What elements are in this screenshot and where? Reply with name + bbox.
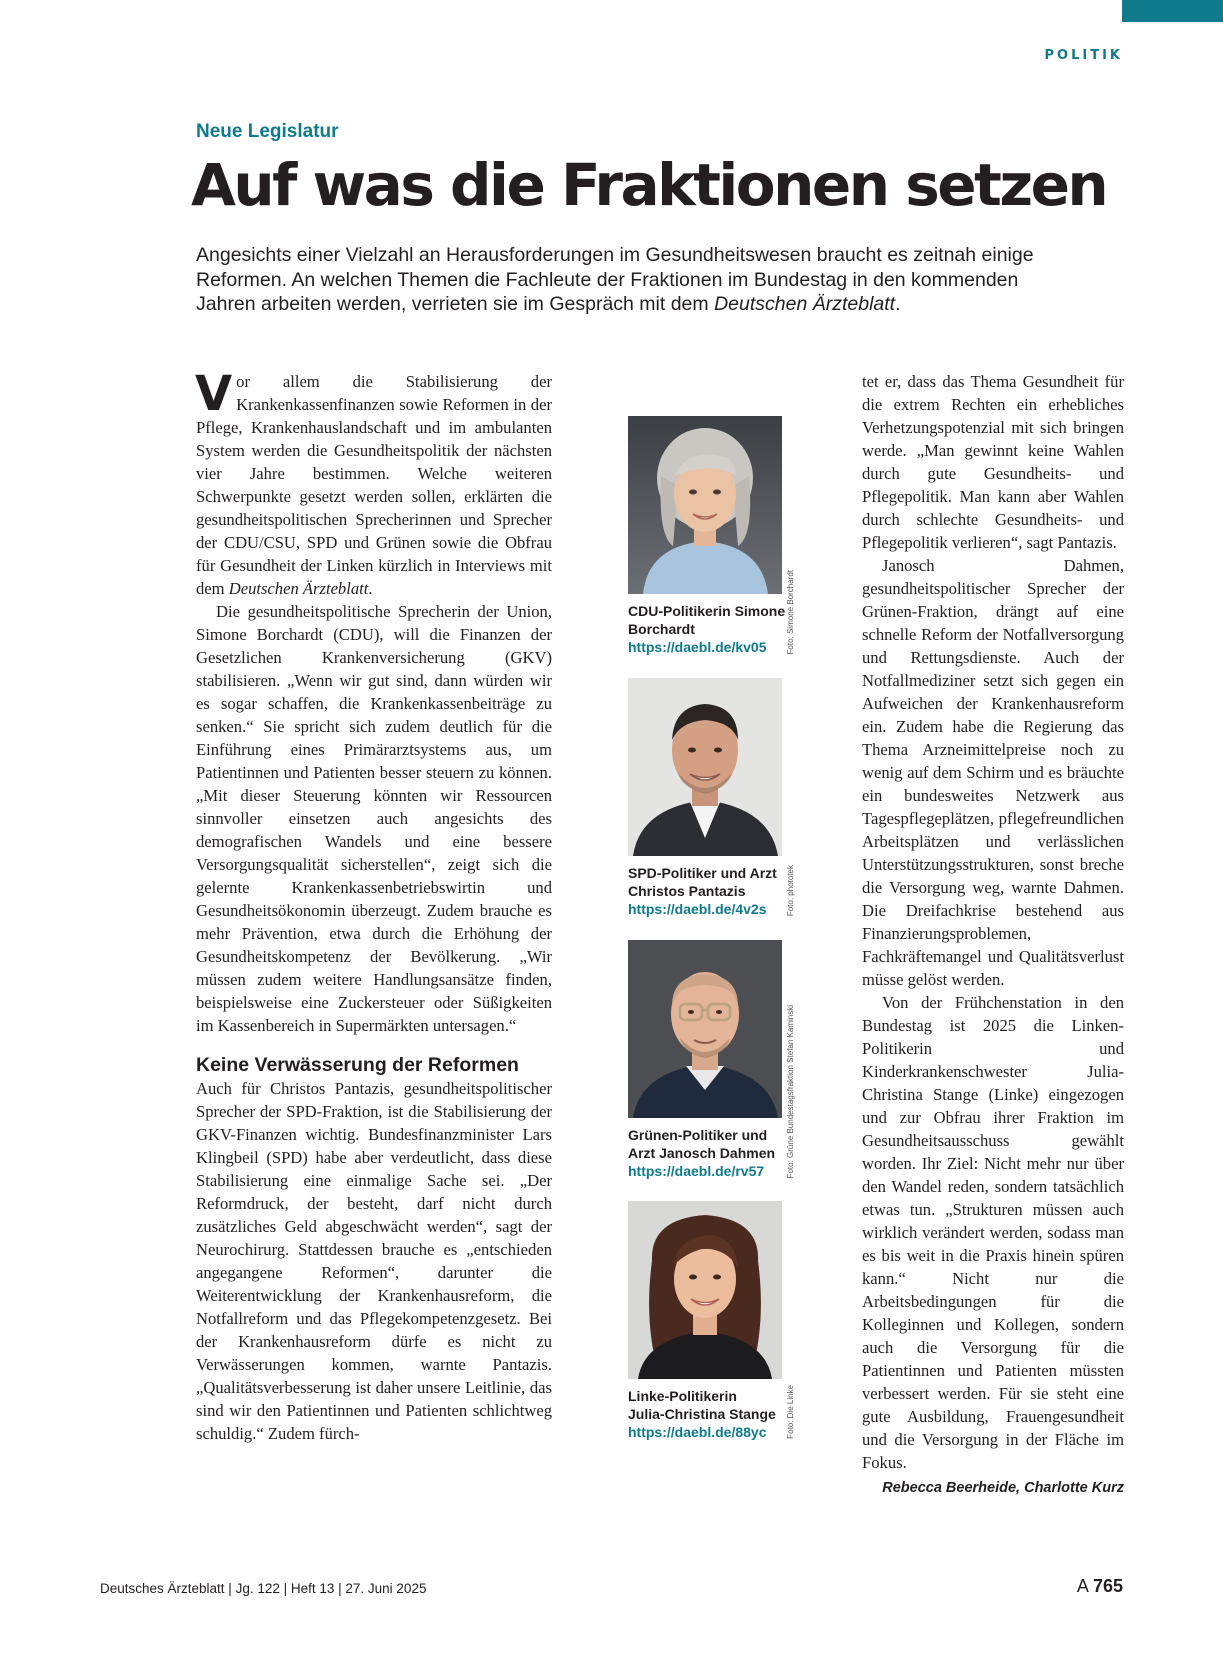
article-column-right <box>862 370 1124 1500</box>
paragraph-intro-text: or allem die Stabilisierung der Krankenkassenfinanzen sowie Reformen in der Pflege, Krankenhauslandschaft und im ambulanten System werden die Gesundheitspolitik der nächsten vier Jahre bestimmen. Welche weiteren Schwerpunkte gesetzt werden sollen, erklärten die gesundheitspolitischen Sprecherinnen und Sprecher der CDU/CSU, SPD und Grünen sowie die Obfrau für Gesundheit der Linken kürzlich in Interviews mit dem <box>196 372 552 598</box>
lead-paragraph <box>196 243 1056 317</box>
caption-dahmen-line1: Grünen-Politiker und <box>628 1127 768 1143</box>
paragraph-dahmen: Janosch Dahmen, gesundheitspolitischer Sprecher der Grünen-Fraktion, drängt auf eine schnelle Reform der Notfallversorgung und Rettungsdienste. Auch der Notfallmediziner setzt sich gegen ein Aufweichen der Krankenhausreform ein. Zudem habe die Regierung das Thema Arzneimittelpreise noch zu wenig auf dem Schirm und es bräuchte ein bundesweites Netzwerk aus Tagespflegeplätzen, pflegefreundlichen Arbeitsplätzen und verlässlichen Unterstützungsstrukturen, sonst breche die Versorgung weg, warnte Dahmen. Die Dreifachkrise bestehend aus Finanzierungsproblemen, Fachkräftemangel und Qualitätsverlust müsse gelöst werden. <box>862 556 1124 989</box>
portrait-stange <box>628 1201 782 1379</box>
photo-credit-borchardt: Foto: Simone Borchardt <box>786 569 795 654</box>
paragraph-pantazis: Auch für Christos Pantazis, gesundheitspolitischer Sprecher der SPD-Fraktion, ist die Stabilisierung der GKV-Finanzen wichtig. Bundesfinanzminister Lars Klingbeil (SPD) habe aber verdeutlicht, dass diese Stabilisierung eine einmalige Sache sei. „Der Reformdruck, der besteht, darf nicht durch zusätzliches Geld abgeschwächt werden“, sagt der Neurochirurg. Stattdessen brauche es „entschieden angegangene Reformen“, darunter die Weiterentwicklung der Krankenhausreform, die Notfallreform und das Pflegekompetenzgesetz. Bei der Krankenhausreform dürfe es nicht zu Verwässerungen kommen, warnte Pantazis. „Qualitätsverbesserung ist daher unsere Leitlinie, das sind wir den Patientinnen und Patienten schlichtweg schuldig.“ Zudem fürch- <box>196 1079 552 1443</box>
photo-card-dahmen <box>628 940 818 1180</box>
link-pantazis[interactable]: https://daebl.de/4v2s <box>628 901 767 917</box>
portrait-dahmen-image <box>628 940 782 1118</box>
caption-stange-line1: Linke-Politikerin <box>628 1388 737 1404</box>
portrait-pantazis <box>628 678 782 856</box>
link-dahmen[interactable]: https://daebl.de/rv57 <box>628 1163 765 1179</box>
caption-pantazis-line2: Christos Pantazis <box>628 883 746 899</box>
paragraph-stange: Von der Frühchenstation in den Bundestag ist 2025 die Linken-Politikerin und Kinderkrankenschwester Julia-Christina Stange (Linke) eingezogen und zur Obfrau ihrer Fraktion im Gesundheitsausschuss gewählt worden. Ihr Ziel: Nicht mehr nur über den Wandel reden, sondern tatsächlich etwas tun. „Strukturen müssen auch wirklich verändert werden, sodass man es bis weit in die Praxis hinein spüren kann.“ Nicht nur die Arbeitsbedingungen für die Kolleginnen und Kollegen, sondern auch die Versorgung für die Patientinnen und Patienten müssten verbessert werden. Für sie steht eine gute Ausbildung, Frauengesundheit und die Versorgung in der Fläche im Fokus. <box>862 993 1124 1472</box>
kicker: Neue Legislatur <box>196 121 339 142</box>
link-borchardt[interactable]: https://daebl.de/kv05 <box>628 639 767 655</box>
portrait-stange-image <box>628 1201 782 1379</box>
section-label: POLITIK <box>1044 48 1123 63</box>
caption-pantazis-line1: SPD-Politiker und Arzt <box>628 865 777 881</box>
byline: Rebecca Beerheide, Charlotte Kurz <box>882 1480 1124 1496</box>
headline: Auf was die Fraktionen setzen <box>191 151 1107 219</box>
photo-credit-stange: Foto: Die Linke <box>786 1385 795 1439</box>
paragraph-intro-italic: Deutschen Ärzteblatt <box>228 579 369 598</box>
photo-credit-pantazis: Foto: phototek <box>786 864 795 916</box>
caption-dahmen-line2: Arzt Janosch Dahmen <box>628 1145 776 1161</box>
paragraph-intro <box>195 366 552 600</box>
page-prefix: A <box>1076 1576 1088 1596</box>
portrait-borchardt <box>628 416 782 594</box>
portrait-dahmen <box>628 940 782 1118</box>
caption-borchardt-line1: CDU-Politikerin Simone <box>628 603 786 619</box>
subheading: Keine Verwässerung der Reformen <box>196 1054 519 1076</box>
dropcap: V <box>195 366 233 422</box>
caption-pantazis <box>628 864 808 918</box>
page-number-value: 765 <box>1092 1576 1123 1596</box>
footer-publication-info: Deutsches Ärzteblatt | Jg. 122 | Heft 13 | 27. Juni 2025 <box>100 1581 427 1596</box>
photo-card-stange <box>628 1201 818 1441</box>
lead-text: Angesichts einer Vielzahl an Herausforderungen im Gesundheitswesen braucht es zeitnah einige Reformen. An welchen Themen die Fachleute der Fraktionen im Bundestag in den kommenden Jahren arbeiten werden, verrieten sie im Gespräch mit dem <box>196 244 1034 315</box>
lead-end: . <box>895 293 901 315</box>
portrait-pantazis-image <box>628 678 782 856</box>
portrait-borchardt-image <box>628 416 782 594</box>
paragraph-intro-end: . <box>368 579 373 598</box>
caption-stange-line2: Julia-Christina Stange <box>628 1406 776 1422</box>
photo-credit-dahmen: Foto: Grüne Bundestagsfraktion Stefan Kaminski <box>786 1004 795 1178</box>
paragraph-continued: tet er, dass das Thema Gesundheit für die extrem Rechten ein erhebliches Verhetzungspotenzial mit sich bringen werde. „Man gewinnt keine Wahlen durch gute Gesundheits- und Pflegepolitik. Man kann aber Wahlen durch schlechte Gesundheits- und Pflegepolitik verlieren“, sagt Pantazis. <box>862 372 1124 552</box>
caption-borchardt <box>628 602 808 656</box>
link-stange[interactable]: https://daebl.de/88yc <box>628 1424 767 1440</box>
photo-card-pantazis <box>628 678 818 918</box>
lead-italic: Deutschen Ärzteblatt <box>714 293 896 315</box>
photo-card-borchardt <box>628 416 818 656</box>
article-column-left <box>195 366 552 1445</box>
page-number <box>1077 1576 1123 1597</box>
caption-dahmen <box>628 1126 808 1180</box>
caption-borchardt-line2: Borchardt <box>628 621 695 637</box>
caption-stange <box>628 1387 808 1441</box>
corner-accent-bar <box>1122 0 1223 22</box>
paragraph-borchardt: Die gesundheitspolitische Sprecherin der Union, Simone Borchardt (CDU), will die Finanzen der Gesetzlichen Krankenversicherung (GKV) stabilisieren. „Wenn wir gut sind, dann würden wir es sogar schaffen, die Krankenkassenbeiträge zu senken.“ Sie spricht sich zudem deutlich für die Einführung eines Primärarztsystems aus, um Patientinnen und Patienten besser steuern zu können. „Mit dieser Steuerung könnten wir Ressourcen sinnvoller einsetzen auch angesichts des demografischen Wandels und eine bessere Versorgungsqualität sicherstellen“, zeigt sich die gelernte Krankenkassenbetriebswirtin und Gesundheitsökonomin überzeugt. Zudem brauche es mehr Prävention, etwa durch die Erhöhung der Gesundheitskompetenz der Bevölkerung. „Wir müssen zudem weitere Handlungsansätze finden, beispielsweise eine Zuckersteuer oder Süßigkeiten im Kassenbereich in Supermärkten untersagen.“ <box>196 602 552 1035</box>
